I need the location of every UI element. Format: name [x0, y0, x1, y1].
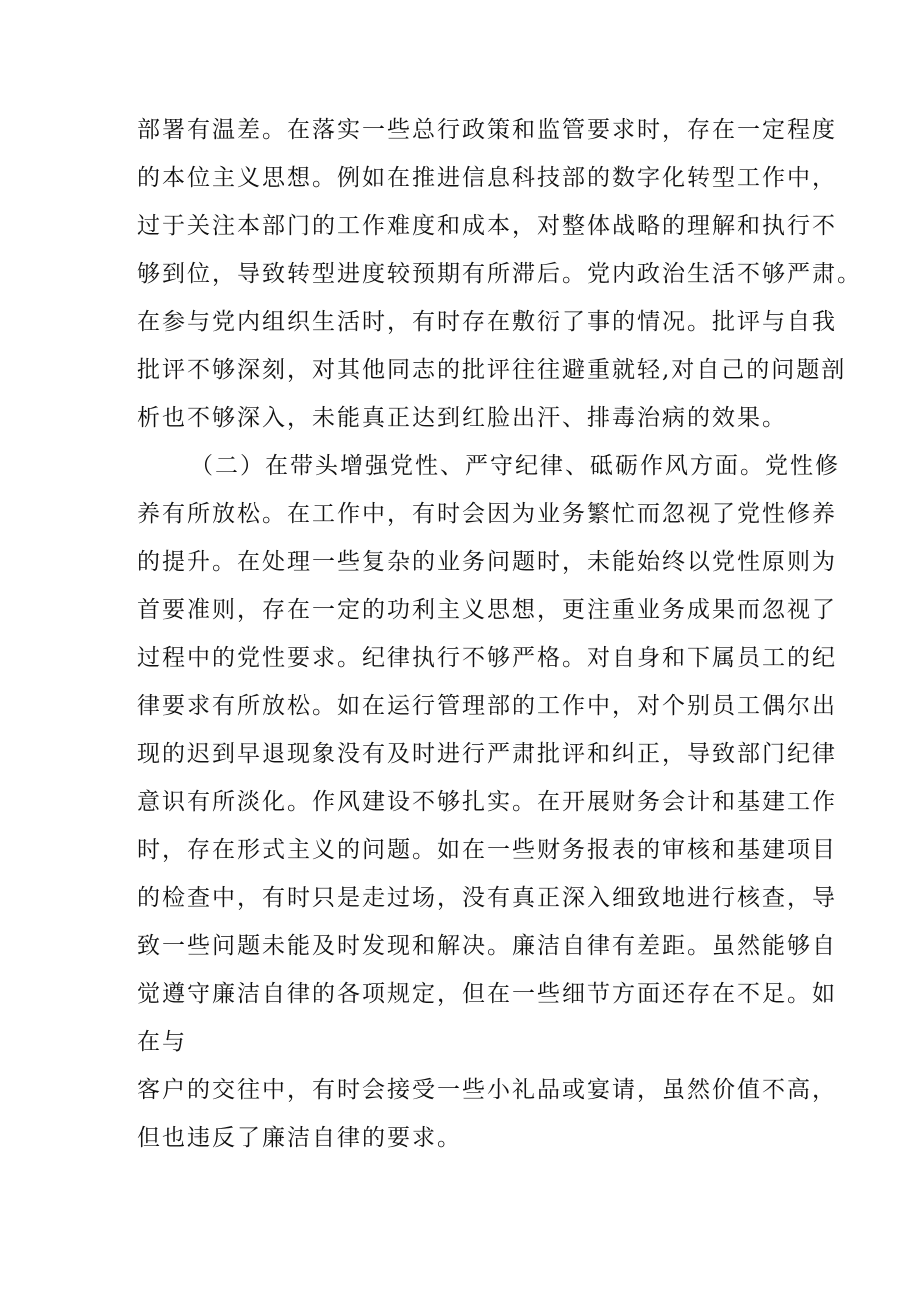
text-line: 的本位主义思想。例如在推进信息科技部的数字化转型工作中，: [137, 165, 837, 191]
text-line: 在参与党内组织生活时，有时存在敷衍了事的情况。批评与自我: [137, 309, 837, 335]
text-line: 客户的交往中，有时会接受一些小礼品或宴请，虽然价值不高，: [137, 1077, 837, 1103]
text-line: 部署有温差。在落实一些总行政策和监管要求时，存在一定程度: [137, 117, 837, 143]
text-line: 致一些问题未能及时发现和解决。廉洁自律有差距。虽然能够自: [137, 933, 837, 959]
text-line: 的提升。在处理一些复杂的业务问题时，未能始终以党性原则为: [137, 549, 837, 575]
text-line: 批评不够深刻，对其他同志的批评往往避重就轻,对自己的问题剖: [137, 357, 847, 383]
text-line: 时，存在形式主义的问题。如在一些财务报表的审核和基建项目: [137, 837, 837, 863]
section-heading-line: （二）在带头增强党性、严守纪律、砥砺作风方面。党性修: [190, 453, 840, 479]
text-line: 的检查中，有时只是走过场，没有真正深入细致地进行核查，导: [137, 885, 837, 911]
text-line: 律要求有所放松。如在运行管理部的工作中，对个别员工偶尔出: [137, 693, 837, 719]
text-line: 但也违反了廉洁自律的要求。: [137, 1125, 462, 1151]
text-line: 养有所放松。在工作中，有时会因为业务繁忙而忽视了党性修养: [137, 501, 837, 527]
text-line: 够到位，导致转型进度较预期有所滞后。党内政治生活不够严肃。: [137, 261, 862, 287]
text-line: 现的迟到早退现象没有及时进行严肃批评和纠正，导致部门纪律: [137, 741, 837, 767]
text-line: 觉遵守廉洁自律的各项规定，但在一些细节方面还存在不足。如: [137, 981, 837, 1007]
text-line: 意识有所淡化。作风建设不够扎实。在开展财务会计和基建工作: [137, 789, 837, 815]
text-line: 在与: [137, 1029, 187, 1055]
text-line: 析也不够深入，未能真正达到红脸出汗、排毒治病的效果。: [137, 405, 787, 431]
text-line: 首要准则，存在一定的功利主义思想，更注重业务成果而忽视了: [137, 597, 837, 623]
text-line: 过程中的党性要求。纪律执行不够严格。对自身和下属员工的纪: [137, 645, 837, 671]
text-line: 过于关注本部门的工作难度和成本，对整体战略的理解和执行不: [137, 213, 837, 239]
